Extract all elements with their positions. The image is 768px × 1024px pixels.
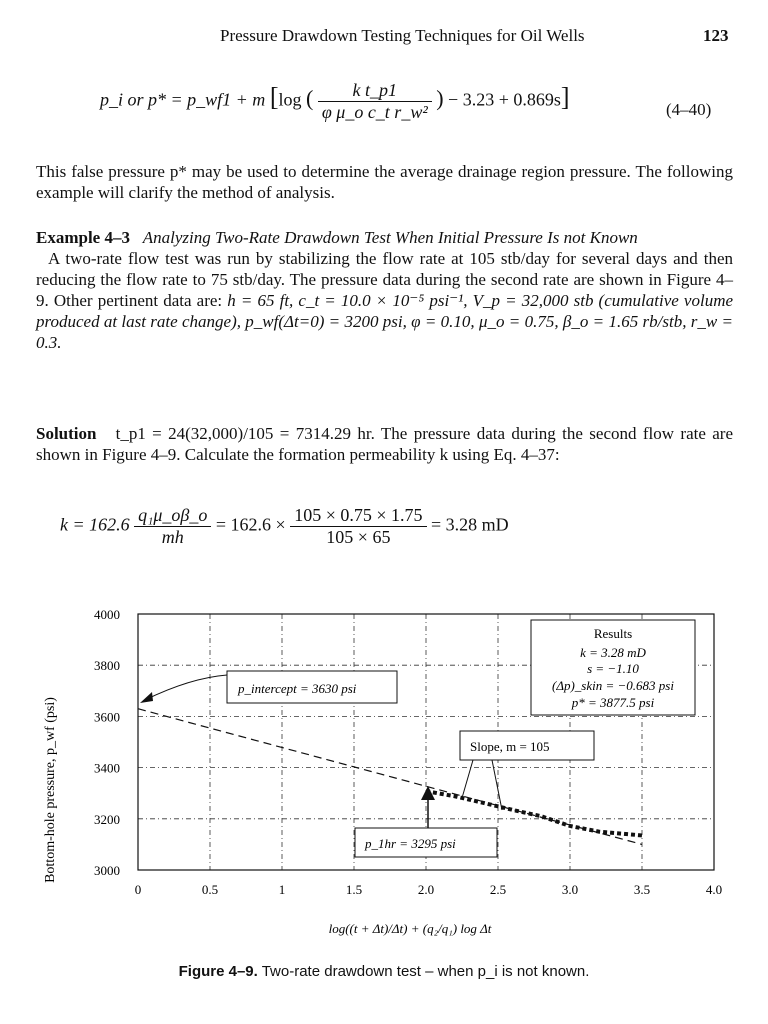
formula-frac-1 bbox=[134, 505, 211, 548]
log-fraction bbox=[318, 80, 432, 123]
y-tick-label: 4000 bbox=[94, 607, 120, 622]
equation-4-40: p_i or p* = p_wf1 + m [log ( $\frac{\text{k t\_p1}}{\text{φ μ\_o c\_t r\_w²}}$ ) − 3.23 + 0.869s] bbox=[100, 80, 570, 122]
figure-caption bbox=[0, 963, 768, 980]
page-number: 123 bbox=[703, 26, 729, 45]
example-body-2: h = 65 ft, c_t = 10.0 × 10⁻⁵ psi⁻¹, V_p = 32,000 stb (cumulative volume produced at last rate change), p_wf(Δt=0) = 3200 psi, φ = 0.10, μ_o = 0.75, β_o = 1.65 rb/stb, r_w = 0.3. bbox=[36, 291, 734, 352]
intro-text: This false pressure p* may be used to determine the average drainage region pressure. The following example will clarify the method of analysis. bbox=[36, 162, 733, 202]
p1hr-label: p_1hr = 3295 psi bbox=[365, 836, 456, 851]
frac2-num: 105 × 0.75 × 1.75 bbox=[290, 505, 426, 527]
x-tick-label: 2.5 bbox=[489, 882, 507, 897]
frac1-num: q₁μ_oβ_o bbox=[134, 505, 211, 527]
equation-tail: − 3.23 + 0.869s bbox=[448, 89, 561, 110]
slope-label: Slope, m = 105 bbox=[470, 739, 550, 754]
y-tick-labels bbox=[94, 607, 120, 878]
x-tick-label: 2.0 bbox=[417, 882, 435, 897]
results-s: s = −1.10 bbox=[587, 661, 639, 676]
log-numerator: k t_p1 bbox=[318, 80, 432, 102]
y-tick-label: 3200 bbox=[94, 811, 120, 827]
x-axis-label: log((t + Δt)/Δt) + (q₂/q₁) log Δt bbox=[328, 921, 492, 936]
results-dp: (Δp)_skin = −0.683 psi bbox=[552, 678, 674, 693]
formula-lhs: k = 162.6 bbox=[60, 514, 130, 535]
x-tick-label: 0 bbox=[134, 882, 142, 897]
intercept-arrowhead bbox=[140, 692, 153, 703]
formula-mid: = 162.6 × bbox=[215, 514, 286, 535]
results-k: k = 3.28 mD bbox=[580, 645, 646, 660]
example-block bbox=[36, 227, 733, 353]
x-tick-label: 3.0 bbox=[561, 882, 579, 897]
equation-number: (4–40) bbox=[666, 100, 712, 119]
y-tick-label: 3000 bbox=[94, 863, 120, 878]
slope-pointer-1 bbox=[462, 760, 473, 798]
caption-label: Figure 4–9. bbox=[178, 963, 258, 980]
solution-block bbox=[36, 423, 733, 465]
formula-k bbox=[60, 505, 509, 548]
solution-label: Solution bbox=[36, 424, 97, 443]
caption-text: Two-rate drawdown test – when p_i is not known. bbox=[261, 963, 590, 980]
x-tick-label: 4.0 bbox=[705, 882, 723, 897]
frac1-den: mh bbox=[161, 527, 184, 547]
equation-lhs: p_i or p* = p_wf1 + m bbox=[100, 89, 266, 110]
x-tick-labels bbox=[135, 882, 722, 897]
x-tick-label: 0.5 bbox=[201, 882, 219, 897]
log-denominator: φ μ_o c_t r_w² bbox=[321, 102, 428, 122]
series-dashed-line bbox=[138, 709, 642, 845]
x-tick-label: 1 bbox=[278, 882, 286, 897]
results-title: Results bbox=[593, 626, 633, 641]
solution-text: t_p1 = 24(32,000)/105 = 7314.29 hr. The pressure data during the second flow rate are shown in Figure 4–9. Calculate the formation permeability k using Eq. 4–37: bbox=[36, 424, 733, 464]
y-tick-label: 3600 bbox=[94, 709, 120, 725]
drawdown-chart bbox=[0, 590, 768, 960]
x-tick-label: 1.5 bbox=[345, 882, 363, 897]
x-tick-label: 3.5 bbox=[633, 882, 651, 897]
formula-frac-2 bbox=[290, 505, 426, 548]
y-axis-label: Bottom-hole pressure, p_wf (psi) bbox=[43, 697, 58, 883]
formula-result: = 3.28 mD bbox=[431, 514, 509, 535]
header-title: Pressure Drawdown Testing Techniques for Oil Wells bbox=[220, 26, 585, 45]
intercept-label: p_intercept = 3630 psi bbox=[238, 681, 357, 696]
results-pstar: p* = 3877.5 psi bbox=[571, 695, 655, 710]
example-title: Analyzing Two-Rate Drawdown Test When Initial Pressure Is not Known bbox=[142, 228, 638, 247]
intercept-arrow-line bbox=[145, 675, 227, 700]
y-tick-label: 3800 bbox=[94, 658, 120, 674]
example-body-1: A two-rate flow test was run by stabilizing the flow rate at 105 stb/day for several days and then reducing the flow rate to 75 stb/day. The pressure data during the second rate are shown in Figure 4–9. Other pertinent data are: bbox=[36, 249, 733, 310]
example-label: Example 4–3 bbox=[36, 228, 130, 247]
y-tick-label: 3400 bbox=[94, 760, 120, 776]
intro-paragraph bbox=[36, 161, 733, 203]
series-layer bbox=[138, 709, 642, 845]
frac2-den: 105 × 65 bbox=[326, 527, 391, 547]
